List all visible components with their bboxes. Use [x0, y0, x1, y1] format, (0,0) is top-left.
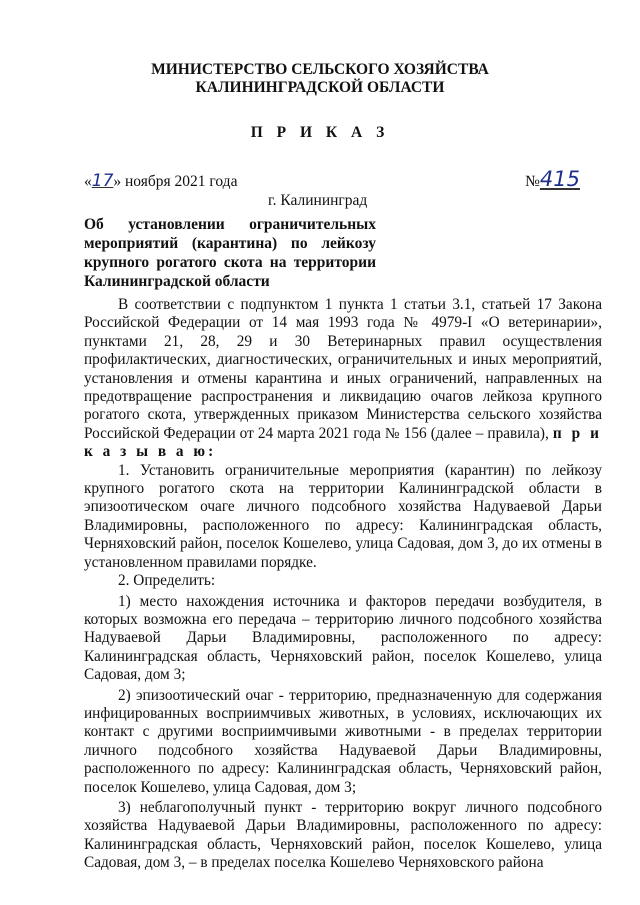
subject-line-3: крупного рогатого скота на территории [84, 254, 376, 271]
order-date [84, 171, 237, 191]
handwritten-number: 415 [539, 167, 580, 191]
item-2-paragraph: 2. Определить: [118, 572, 216, 590]
order-number [525, 167, 580, 191]
subject-line-1: Об установлении ограничительных [84, 216, 376, 233]
subject-line-4: Калининградской области [84, 273, 270, 290]
item-2-2-paragraph: 2) эпизоотический очаг - территорию, предназначенную для содержания инфицированных восприимчивых животных, в условиях, исключающих их контакт с другими восприимчивыми животными - в пределах территории личного подсобного хозяйства Надуваевой Дарьи Владимировны, расположенного по адресу: Калининградская область, Черняховский район, поселок Кошелево, улица Садовая, дом 3; [84, 686, 602, 796]
order-title: П Р И К А З [250, 124, 390, 141]
date-open-quote: « [84, 173, 92, 190]
city: г. Калининград [268, 192, 368, 209]
order-subject [84, 215, 376, 291]
order-word: п р и к а з ы в а ю: [84, 424, 602, 461]
order-body [84, 296, 602, 873]
ministry-line-1: МИНИСТЕРСТВО СЕЛЬСКОГО ХОЗЯЙСТВА [151, 61, 489, 78]
item-2-1-paragraph: 1) место нахождения источника и факторов передачи возбудителя, в которых возможна его передача – территорию личного подсобного хозяйства Надуваевой Дарьи Владимировны, расположенного по адресу: Калининградская область, Черняховский район, поселок Кошелево, улица Садовая, дом 3; [84, 592, 602, 684]
preamble-paragraph [84, 296, 602, 462]
ministry-header [0, 61, 640, 97]
subject-line-2: мероприятий (карантина) по лейкозу [84, 235, 376, 252]
date-rest: » ноября 2021 года [113, 173, 238, 190]
handwritten-day: 17 [91, 171, 114, 191]
ministry-line-2: КАЛИНИНГРАДСКОЙ ОБЛАСТИ [195, 79, 445, 96]
number-prefix: № [525, 173, 540, 190]
item-2-3-paragraph: 3) неблагополучный пункт - территорию вокруг личного подсобного хозяйства Надуваевой Дарьи Владимировны, расположенного по адресу: Калининградская область, Черняховский район, поселок Кошелево, улица Садовая, дом 3, – в пределах поселка Кошелево Черняховского района [84, 798, 602, 872]
item-1-paragraph: 1. Установить ограничительные мероприятия (карантин) по лейкозу крупного рогатого скота на территории Калининградской области в эпизоотическом очаге личного подсобного хозяйства Надуваевой Дарьи Владимировны, расположенного по адресу: Калининградская область, Черняховский район, поселок Кошелево, улица Садовая, дом 3, до их отмены в установленном правилами порядке. [84, 461, 602, 571]
preamble-text: В соответствии с подпунктом 1 пункта 1 статьи 3.1, статьей 17 Закона Российской Федерации от 14 мая 1993 года № 4979-I «О ветеринарии», пунктами 21, 28, 29 и 30 Ветеринарных правил осуществления профилактических, диагностических, ограничительных и иных мероприятий, установления и отмены карантина и иных ограничений, направленных на предотвращение распространения и ликвидацию очагов лейкоза крупного рогатого скота, утвержденных приказом Министерства сельского хозяйства Российской Федерации от 24 марта 2021 года № 156 (далее – правила), [84, 296, 602, 442]
